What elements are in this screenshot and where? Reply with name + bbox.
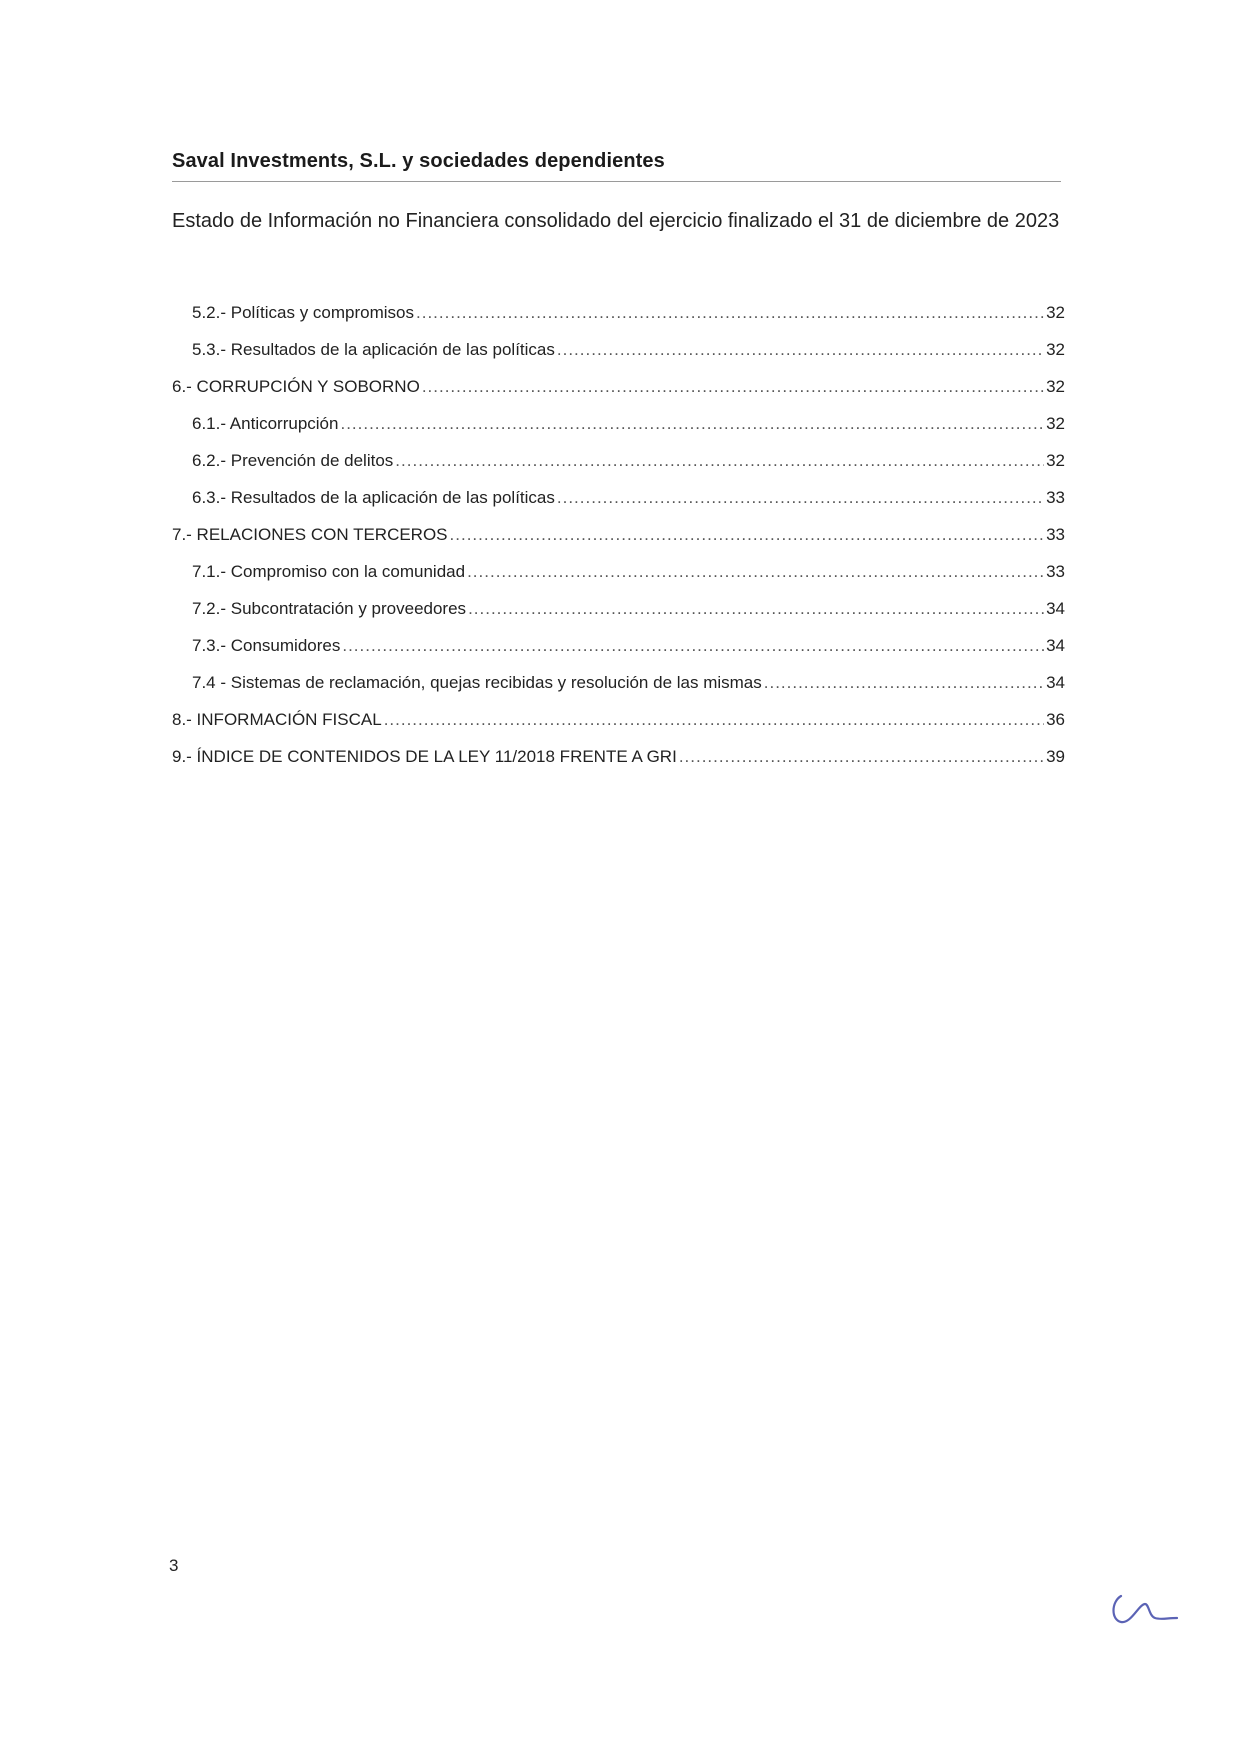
signature-initials-icon — [1105, 1592, 1180, 1632]
toc-entry-label: 7.3.- Consumidores — [192, 636, 341, 655]
toc-leader-dots — [395, 451, 1044, 471]
toc-entry-page: 39 — [1046, 747, 1065, 766]
toc-entry-label: 7.2.- Subcontratación y proveedores — [192, 599, 467, 618]
toc-leader-dots — [468, 599, 1044, 619]
toc-entry[interactable] — [172, 562, 1065, 599]
toc-leader-dots — [679, 747, 1044, 767]
table-of-contents — [172, 303, 1065, 784]
toc-leader-dots — [764, 673, 1044, 693]
toc-entry-label: 6.- CORRUPCIÓN Y SOBORNO — [172, 377, 420, 396]
toc-leader-dots — [467, 562, 1044, 582]
toc-entry-page: 34 — [1046, 673, 1065, 692]
toc-entry-page: 33 — [1046, 562, 1065, 581]
toc-entry-page: 34 — [1046, 636, 1065, 655]
toc-entry[interactable] — [172, 303, 1065, 340]
toc-entry[interactable] — [172, 710, 1065, 747]
toc-entry-label: 6.3.- Resultados de la aplicación de las políticas — [192, 488, 555, 507]
report-subtitle: Estado de Información no Financiera consolidado del ejercicio finalizado el 31 de diciembre de 2023 — [172, 210, 1060, 232]
toc-leader-dots — [422, 377, 1044, 397]
toc-entry[interactable] — [172, 414, 1065, 451]
toc-entry-label: 5.2.- Políticas y compromisos — [192, 303, 415, 322]
toc-entry[interactable] — [172, 451, 1065, 488]
toc-entry-page: 34 — [1046, 599, 1065, 618]
toc-entry-page: 33 — [1046, 525, 1065, 544]
toc-entry[interactable] — [172, 377, 1065, 414]
page-number: 3 — [169, 1556, 179, 1575]
toc-entry-label: 6.1.- Anticorrupción — [192, 414, 339, 433]
toc-entry-page: 32 — [1046, 451, 1065, 470]
toc-entry-page: 32 — [1046, 414, 1065, 433]
toc-entry[interactable] — [172, 636, 1065, 673]
toc-leader-dots — [342, 636, 1044, 656]
toc-entry[interactable] — [172, 488, 1065, 525]
toc-entry[interactable] — [172, 747, 1065, 784]
toc-entry-page: 32 — [1046, 340, 1065, 359]
toc-leader-dots — [340, 414, 1044, 434]
toc-entry-page: 33 — [1046, 488, 1065, 507]
toc-entry-page: 36 — [1046, 710, 1065, 729]
toc-entry[interactable] — [172, 599, 1065, 636]
toc-leader-dots — [557, 340, 1044, 360]
toc-entry-label: 6.2.- Prevención de delitos — [192, 451, 394, 470]
toc-leader-dots — [384, 710, 1044, 730]
toc-entry[interactable] — [172, 525, 1065, 562]
toc-entry-label: 7.- RELACIONES CON TERCEROS — [172, 525, 448, 544]
toc-entry-page: 32 — [1046, 303, 1065, 322]
toc-entry[interactable] — [172, 673, 1065, 710]
header-divider — [172, 181, 1061, 182]
toc-entry-label: 5.3.- Resultados de la aplicación de las políticas — [192, 340, 555, 359]
toc-leader-dots — [450, 525, 1045, 545]
company-header: Saval Investments, S.L. y sociedades dependientes — [172, 150, 665, 172]
toc-leader-dots — [557, 488, 1044, 508]
toc-entry-label: 9.- ÍNDICE DE CONTENIDOS DE LA LEY 11/2018 FRENTE A GRI — [172, 747, 677, 766]
toc-entry-label: 7.1.- Compromiso con la comunidad — [192, 562, 466, 581]
toc-entry[interactable] — [172, 340, 1065, 377]
toc-leader-dots — [416, 303, 1044, 323]
toc-entry-page: 32 — [1046, 377, 1065, 396]
toc-entry-label: 8.- INFORMACIÓN FISCAL — [172, 710, 382, 729]
toc-entry-label: 7.4 - Sistemas de reclamación, quejas recibidas y resolución de las mismas — [192, 673, 762, 692]
